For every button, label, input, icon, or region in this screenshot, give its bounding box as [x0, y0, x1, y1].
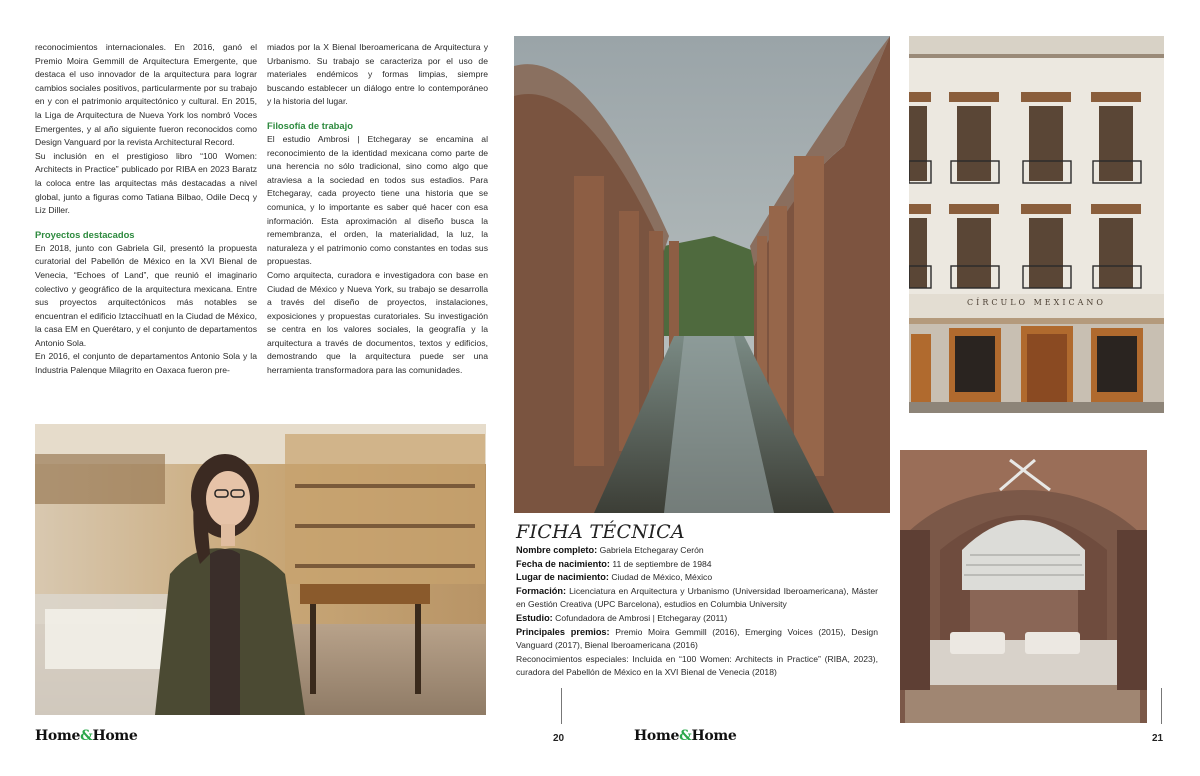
corridor-photo: [514, 36, 890, 513]
ficha-title: FICHA TÉCNICA: [516, 521, 685, 543]
building-sign: CÍRCULO MEXICANO: [967, 298, 1106, 307]
paragraph: El estudio Ambrosi | Etchegaray se encamina al reconocimiento de la identidad mexicana como parte de una herencia no sólo tradicional, sino como algo que atraviesa a la sociedad en todos sus estadios. Para Etchegaray, cada proyecto tiene una historia que se comunica, y lo importante es saber qué hacer con esa información. Esta aproximación al diseño busca la remembranza, el orden, la materialidad, la luz, la naturaleza y el patrimonio como constantes en todas sus propuestas.: [267, 133, 488, 267]
ficha-row: Lugar de nacimiento: Ciudad de México, México: [516, 572, 713, 583]
ficha-row: Reconocimientos especiales: Incluida en “100 Women: Architects in Practice” (RIBA, 2023), curadora del Pabellón de México en la XVI Bienal de Venecia (2018): [516, 653, 878, 678]
paragraph: Como arquitecta, curadora e investigadora con base en Ciudad de México y Nueva York, su trabajo se desarrolla a través del diseño de proyectos, instalaciones, exposiciones y propuestas curatoriales. Su investigación se centra en los valores sociales, la geografía y la arquitectura a través de documentos, textos y edificios, demostrando que la arquitectura puede ser una herramienta transformadora para las comunidades.: [267, 269, 488, 376]
paragraph: En 2016, el conjunto de departamentos Antonio Sola y la Industria Palenque Milagrito en Oaxaca fueron pre-: [35, 351, 257, 376]
left-column-1: [35, 41, 257, 378]
page-divider-line: [1161, 688, 1162, 724]
paragraph: En 2018, junto con Gabriela Gil, presentó la propuesta curatorial del Pabellón de México en la XVI Bienal de Venecia, “Echoes of Land”, que reunió el imaginario colectivo y geográfico de la arquitectura mexicana. Entre sus proyectos arquitectónicos más notables se encuentran el edificio Iztaccíhuatl en la Ciudad de México, la casa EM en Querétaro, y el conjunto de departamentos Antonio Sola.: [35, 242, 257, 348]
brand-logo-right: Home&Home: [634, 728, 737, 744]
page-divider-line: [561, 688, 562, 724]
paragraph: Su inclusión en el prestigioso libro “100 Women: Architects in Practice” publicado por RIBA en 2023 Baratz la coloca entre las arquitectas más destacadas a nivel global, junto a figuras como Tatiana Bilbao, Odile Decq y Liz Diller.: [35, 150, 257, 216]
ficha-row: Fecha de nacimiento: 11 de septiembre de 1984: [516, 558, 712, 569]
building-facade-photo: [909, 36, 1164, 413]
ficha-row: Estudio: Cofundadora de Ambrosi | Etchegaray (2011): [516, 612, 728, 623]
section-heading: Filosofía de trabajo: [267, 119, 353, 131]
ficha-tecnica: [516, 521, 878, 680]
ficha-row: Principales premios: Premio Moira Gemmill (2016), Emerging Voices (2015), Design Vanguard (2017), Bienal Iberoamericana (2016): [516, 626, 878, 651]
paragraph: miados por la X Bienal Iberoamericana de Arquitectura y Urbanismo. Su trabajo se caracteriza por el uso de materiales endémicos y formas limpias, siempre buscando establecer un diálogo entre lo contemporáneo y la historia del lugar.: [267, 42, 488, 107]
ficha-row: Formación: Licenciatura en Arquitectura y Urbanismo (Universidad Iberoamericana), Máster en Gestión Creativa (UPC Barcelona), estudios en Columbia University: [516, 585, 879, 610]
brand-logo-left: Home&Home: [35, 728, 138, 744]
left-column-2: [267, 41, 488, 378]
ficha-row: Nombre completo: Gabriela Etchegaray Cerón: [516, 545, 704, 555]
paragraph: reconocimientos internacionales. En 2016, ganó el Premio Moira Gemmill de Arquitectura Emergente, que destaca el uso innovador de la arquitectura para lograr cambios sociales positivos, particularmente por su trabajo en y con el patrimonio arquitectónico y cultural. En 2015, la Liga de Arquitectura de Nueva York los nombró Voces Emergentes, y al año siguiente fueron reconocidos como Design Vanguard por la revista Architectural Record.: [35, 42, 257, 148]
page-number-left: 20: [553, 733, 565, 744]
bedroom-photo: [900, 450, 1147, 723]
page-number-right: 21: [1152, 733, 1164, 744]
section-heading: Proyectos destacados: [35, 228, 135, 240]
portrait-photo: [35, 424, 486, 715]
